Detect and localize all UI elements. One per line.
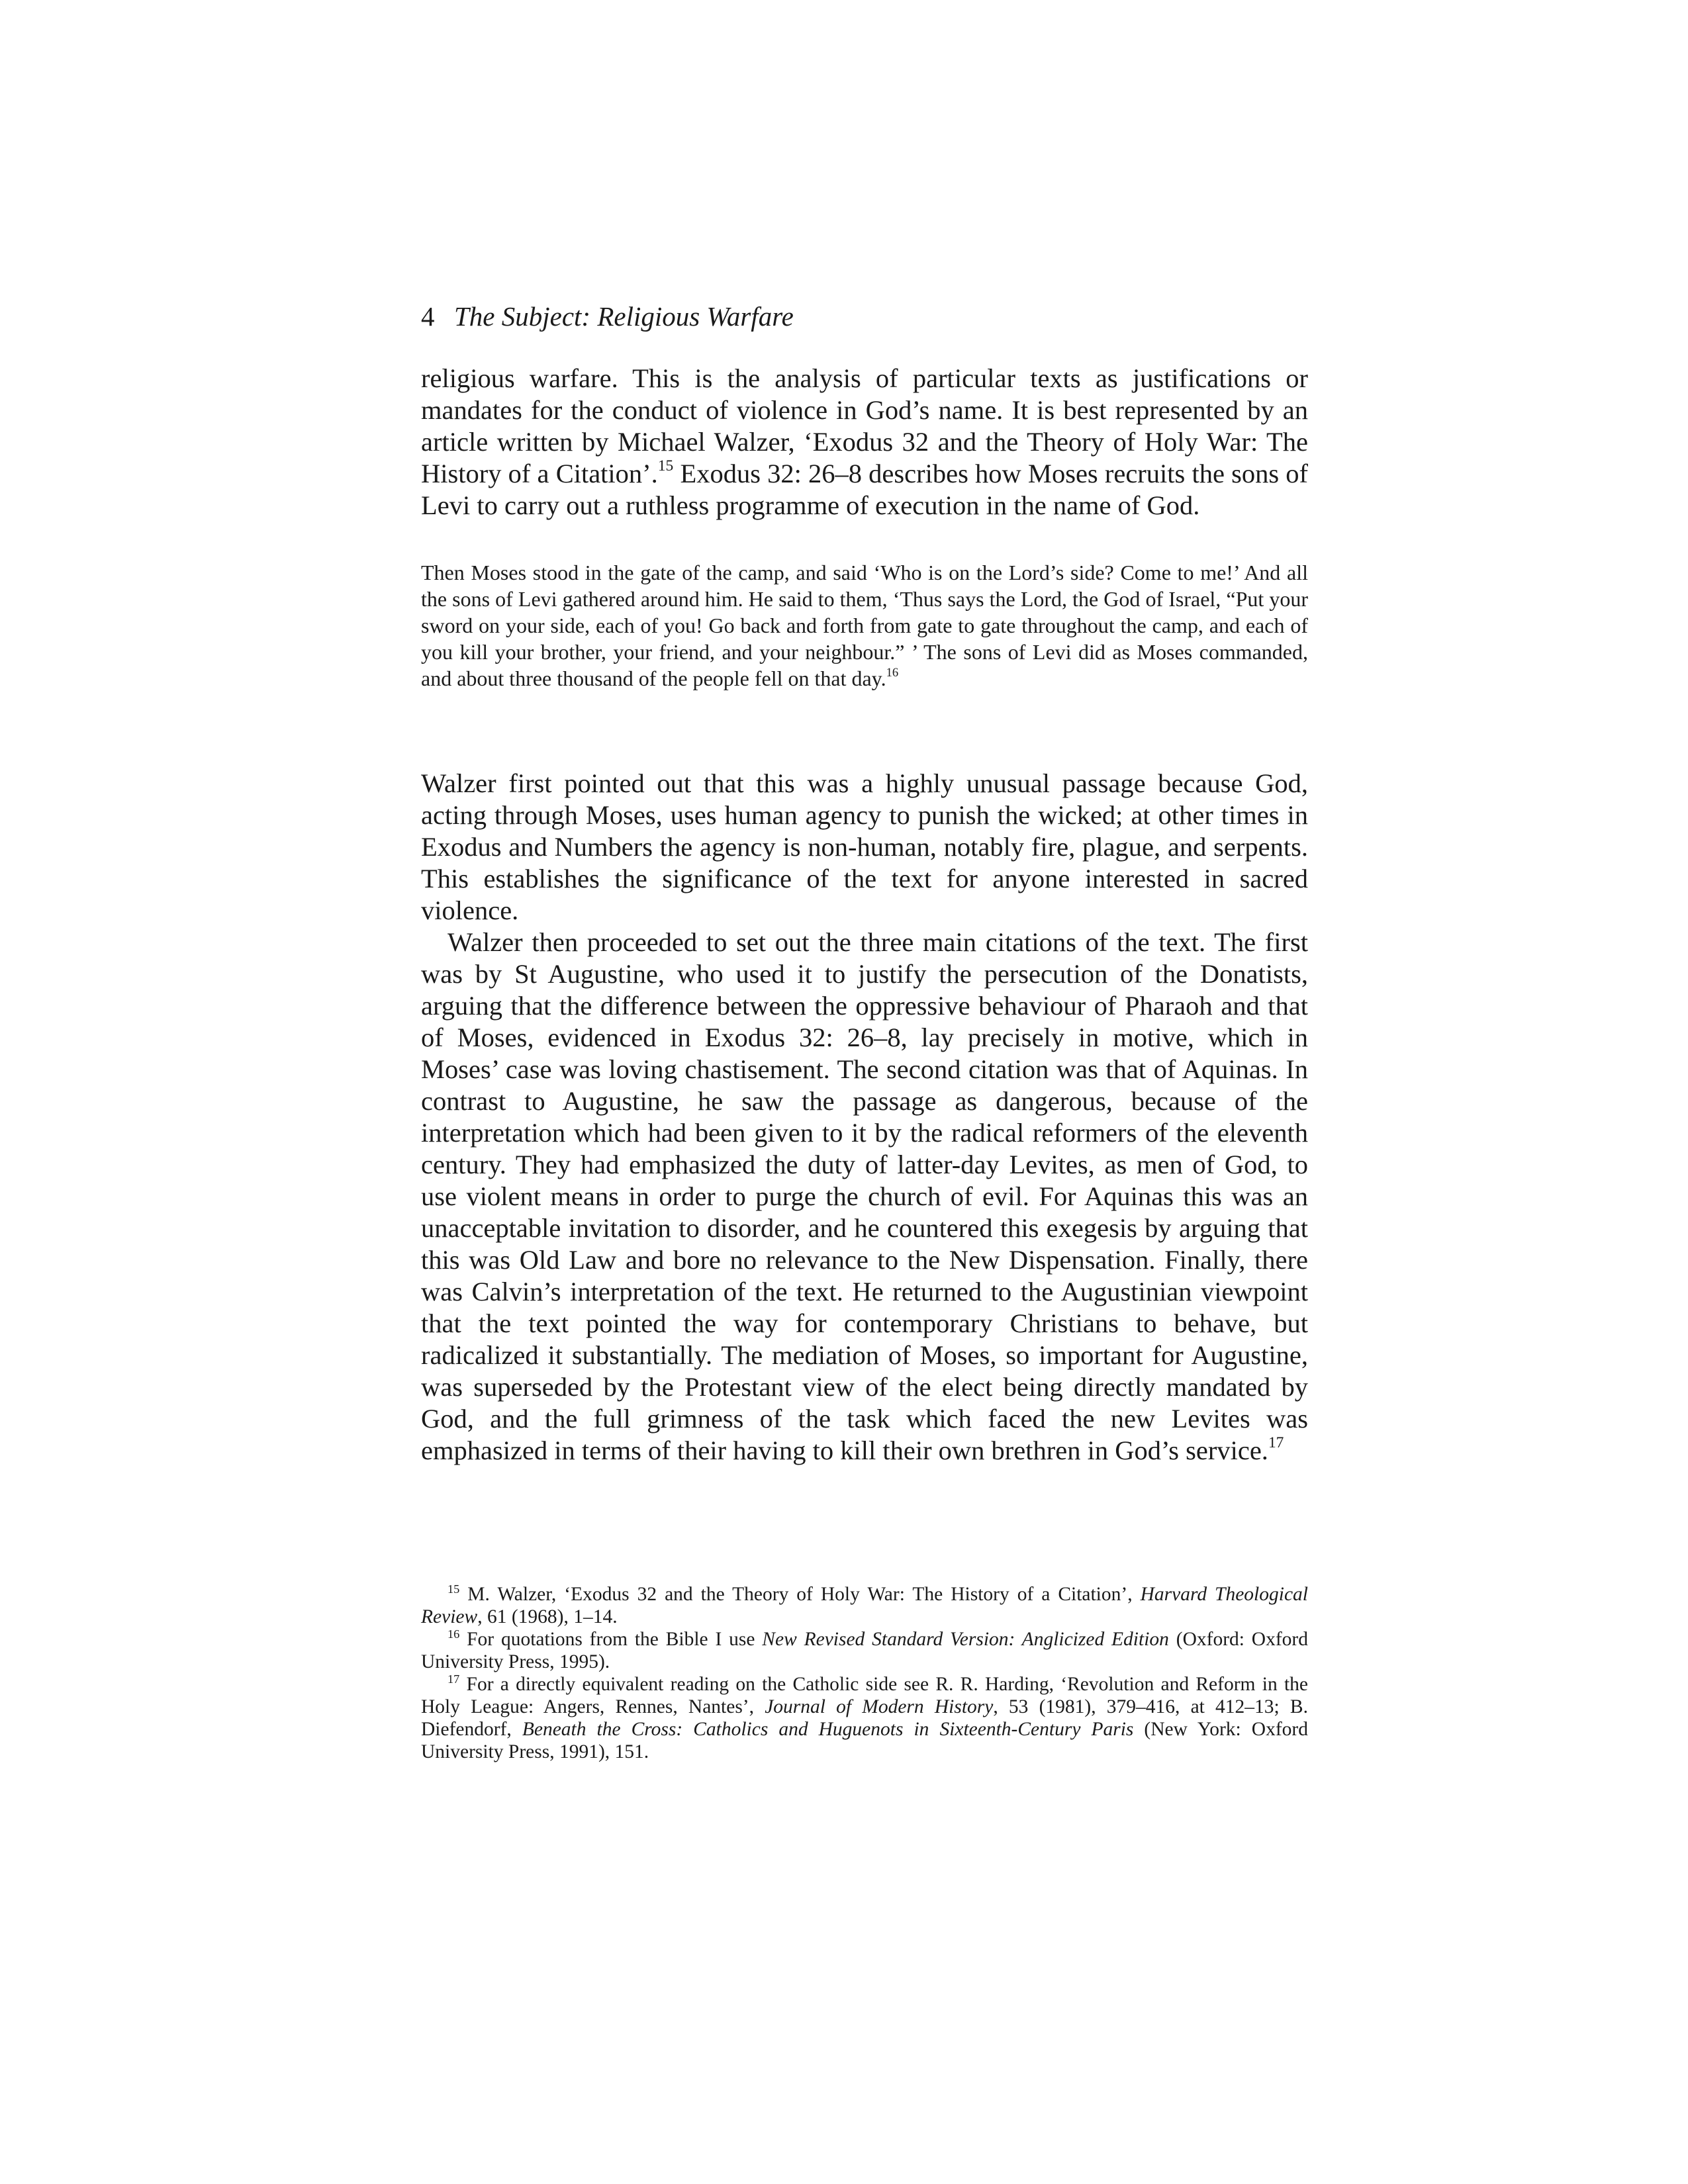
footnote-15-text-b: , 61 (1968), 1–14. — [477, 1606, 618, 1627]
running-header — [421, 296, 1308, 336]
paragraph-3 — [421, 927, 1308, 1467]
footnote-15-text-a: M. Walzer, ‘Exodus 32 and the Theory of Holy War: The History of a Citation’, — [467, 1584, 1141, 1605]
paragraph-1 — [421, 363, 1308, 522]
footnote-16 — [421, 1628, 1308, 1673]
footnote-17-number: 17 — [447, 1672, 460, 1686]
footnote-15 — [421, 1583, 1308, 1628]
footnote-16-edition: New Revised Standard Version: Anglicized Edition — [762, 1629, 1169, 1650]
footnote-15-number: 15 — [447, 1582, 460, 1596]
footnote-15-journal: Harvard Theological Review — [421, 1584, 1308, 1627]
footnote-17 — [421, 1673, 1308, 1763]
paragraph-1-text-b: Exodus 32: 26–8 describes how Moses recruits the sons of Levi to carry out a ruthless programme of execution in the name of God. — [421, 459, 1309, 520]
footnote-17-text-c: (New York: Oxford University Press, 1991), 151. — [421, 1719, 1308, 1762]
footnote-16-number: 16 — [447, 1627, 460, 1641]
note-ref-16: 16 — [886, 665, 899, 680]
footnote-17-journal: Journal of Modern History — [765, 1696, 994, 1717]
note-ref-15: 15 — [657, 457, 674, 475]
page-number: 4 — [421, 301, 435, 332]
paragraph-3-text: Walzer then proceeded to set out the three main citations of the text. The first was by St Augustine, who used it to justify the persecution of the Donatists, arguing that the difference between the oppressive behaviour of Pharaoh and that of Moses, evidenced in Exodus 32: 26–8, lay precisely in motive, which in Moses’ case was loving chastisement. The second citation was that of Aquinas. In contrast to Augustine, he saw the passage as dangerous, because of the interpretation which had been given to it by the radical reformers of the eleventh century. They had emphasized the duty of latter-day Levites, as men of God, to use violent means in order to purge the church of evil. For Aquinas this was an unacceptable invitation to disorder, and he countered this exegesis by arguing that this was Old Law and bore no relevance to the New Dispensation. Finally, there was Calvin’s interpretation of the text. He returned to the Augustinian viewpoint that the text pointed the way for contemporary Christians to behave, but radicalized it substantially. The mediation of Moses, so important for Augustine, was superseded by the Protestant view of the elect being directly mandated by God, and the full grimness of the task which faced the new Levites was emphasized in terms of their having to kill their own brethren in God’s service. — [421, 927, 1308, 1465]
running-title: The Subject: Religious Warfare — [454, 301, 794, 332]
footnote-16-text-a: For quotations from the Bible I use — [467, 1629, 763, 1650]
note-ref-17: 17 — [1268, 1433, 1284, 1451]
block-quote — [421, 559, 1308, 692]
paragraph-1-text-a: religious warfare. This is the analysis of particular texts as justifications or mandates for the conduct of violence in God’s name. It is best represented by an article written by Michael Walzer, ‘Exodus 32 and the Theory of Holy War: The History of a Citation’. — [421, 363, 1308, 488]
paragraph-2: Walzer first pointed out that this was a highly unusual passage because God, acting through Moses, uses human agency to punish the wicked; at other times in Exodus and Numbers the agency is non-human, notably fire, plague, and serpents. This establishes the significance of the text for anyone interested in sacred violence. — [421, 768, 1308, 925]
main-text — [421, 768, 1308, 1467]
footnote-16-text-b: (Oxford: Oxford University Press, 1995). — [421, 1629, 1308, 1672]
footnote-17-text-a: For a directly equivalent reading on the Catholic side see R. R. Harding, ‘Revolution and Reform in the Holy League: Angers, Rennes, Nantes’, — [421, 1674, 1308, 1717]
footnote-17-book-title: Beneath the Cross: Catholics and Huguenots in Sixteenth-Century Paris — [522, 1719, 1134, 1740]
footnotes — [421, 1583, 1308, 1763]
block-quote-text: Then Moses stood in the gate of the camp, and said ‘Who is on the Lord’s side? Come to me!’ And all the sons of Levi gathered around him. He said to them, ‘Thus says the Lord, the God of Israel, “Put your sword on your side, each of you! Go back and forth from gate to gate throughout the camp, and each of you kill your brother, your friend, and your neighbour.” ’ The sons of Levi did as Moses commanded, and about three thousand of the people fell on that day. — [421, 561, 1308, 690]
footnote-17-text-b: , 53 (1981), 379–416, at 412–13; B. Diefendorf, — [421, 1696, 1308, 1740]
